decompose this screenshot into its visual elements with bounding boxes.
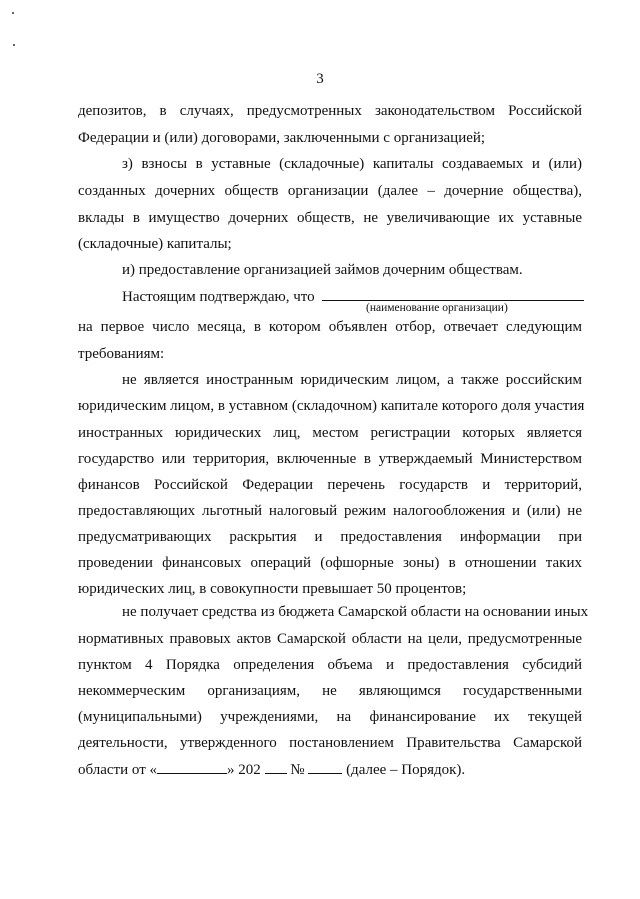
text-line: созданных дочерних обществ организации (далее – дочерние общества), bbox=[78, 183, 582, 199]
date-prefix: области от « bbox=[78, 762, 157, 778]
text-line: требованиям: bbox=[78, 346, 165, 362]
text-line: не получает средства из бюджета Самарской области на основании иных bbox=[122, 604, 589, 620]
confirmation-text: Настоящим подтверждаю, что bbox=[122, 289, 315, 305]
short-name-note: (далее – Порядок). bbox=[346, 762, 466, 778]
document-number-blank bbox=[308, 759, 342, 774]
text-line: иностранных юридических лиц, местом регистрации которых является bbox=[78, 425, 582, 441]
text-line: юридических лиц, в совокупности превышает 50 процентов; bbox=[78, 581, 467, 597]
text-line: финансов Российской Федерации перечень государств и территорий, bbox=[78, 477, 582, 493]
number-sign: № bbox=[290, 762, 305, 778]
confirmation-line bbox=[122, 286, 582, 307]
text-line: вклады в имущество дочерних обществ, не увеличивающие их уставные bbox=[78, 210, 582, 226]
text-line: юридическим лицом, в уставном (складочном) капитале которого доля участия bbox=[78, 398, 585, 414]
text-line: нормативных правовых актов Самарской области на цели, предусмотренные bbox=[78, 631, 582, 647]
text-line: не является иностранным юридическим лицом, а также российским bbox=[122, 372, 582, 388]
text-line: (складочные) капиталы; bbox=[78, 236, 232, 252]
text-line: (муниципальными) учреждениями, на финансирование их текущей bbox=[78, 709, 582, 725]
text-line: з) взносы в уставные (складочные) капиталы создаваемых и (или) bbox=[122, 156, 582, 172]
text-line: на первое число месяца, в котором объявлен отбор, отвечает следующим bbox=[78, 319, 582, 335]
date-number-line bbox=[78, 759, 582, 780]
text-line: предусматривающих раскрытия и предоставления информации при bbox=[78, 529, 582, 545]
organization-name-blank bbox=[322, 286, 584, 301]
text-line: деятельности, утвержденного постановлением Правительства Самарской bbox=[78, 735, 582, 751]
page-number: 3 bbox=[316, 71, 324, 87]
date-day-month-blank bbox=[157, 759, 227, 774]
text-line: проведении финансовых операций (офшорные зоны) в отношении таких bbox=[78, 555, 582, 571]
text-line: государство или территория, включенные в утверждаемый Министерством bbox=[78, 451, 582, 467]
text-line: Федерации и (или) договорами, заключенными с организацией; bbox=[78, 130, 486, 146]
year-blank bbox=[265, 759, 287, 774]
text-line: некоммерческим организациям, не являющимся государственными bbox=[78, 683, 582, 699]
text-line: предоставляющих льготный налоговый режим налогообложения и (или) не bbox=[78, 503, 582, 519]
scan-speck bbox=[12, 12, 14, 14]
organization-name-caption: (наименование организации) bbox=[366, 302, 508, 314]
scan-speck bbox=[13, 44, 15, 46]
text-line: и) предоставление организацией займов дочерним обществам. bbox=[122, 262, 523, 278]
year-prefix: » 202 bbox=[227, 762, 261, 778]
text-line: депозитов, в случаях, предусмотренных законодательством Российской bbox=[78, 103, 582, 119]
text-line: пунктом 4 Порядка определения объема и предоставления субсидий bbox=[78, 657, 582, 673]
